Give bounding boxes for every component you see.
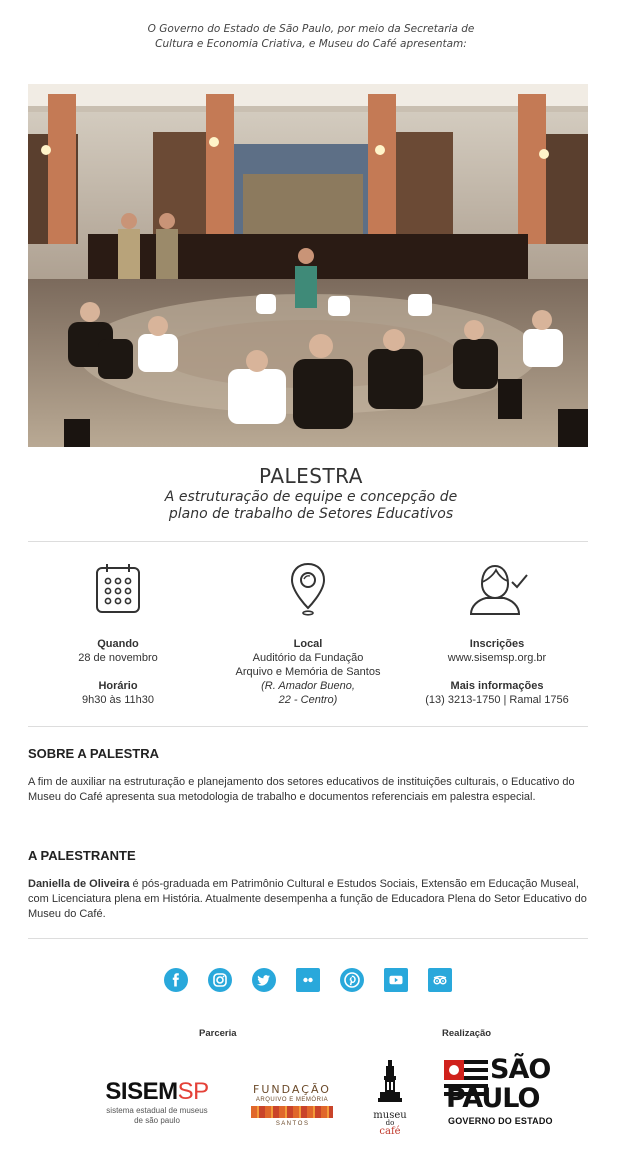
museu-tower-icon: [377, 1060, 403, 1106]
place-line-4: 22 - Centro): [278, 694, 338, 706]
time-value: 9h30 às 11h30: [82, 694, 154, 706]
tripadvisor-icon[interactable]: [428, 968, 452, 992]
fundacao-line-3: S A N T O S: [275, 1121, 309, 1127]
hero-photo-illustration: [28, 84, 588, 447]
sisem-brand-b: SP: [177, 1078, 209, 1105]
location-pin-icon: [290, 562, 326, 621]
more-info-label: Mais informações: [450, 680, 544, 692]
twitter-icon[interactable]: [252, 968, 276, 992]
realization-label: Realização: [442, 1028, 492, 1039]
fundacao-ornament: [251, 1106, 333, 1118]
place-line-1: Auditório da Fundação: [252, 652, 364, 664]
about-heading: SOBRE A PALESTRA: [28, 746, 159, 761]
divider: [28, 541, 588, 542]
sao-paulo-governo-logo[interactable]: [444, 1054, 562, 1130]
museu-line-1: museu: [373, 1110, 407, 1121]
more-info-value: (13) 3213-1750 | Ramal 1756: [425, 694, 569, 706]
divider: [28, 726, 588, 727]
sisem-tag-1: sistema estadual de museus: [106, 1106, 208, 1115]
speaker-name: Daniella de Oliveira: [28, 878, 130, 890]
sisem-tag-2: de são paulo: [134, 1116, 180, 1125]
when-label: Quando: [97, 638, 139, 650]
youtube-icon[interactable]: [384, 968, 408, 992]
divider: [28, 938, 588, 939]
hero-photo: [28, 84, 588, 447]
intro-line-1: O Governo do Estado de São Paulo, por meio da Secretaria de: [147, 23, 475, 35]
event-subtitle-line-1: A estruturação de equipe e concepção de: [164, 489, 458, 505]
partner-label: Parceria: [199, 1028, 237, 1039]
event-subtitle: [0, 489, 622, 523]
signup-link[interactable]: www.sisemsp.org.br: [447, 652, 547, 664]
sp-line-3: GOVERNO DO ESTADO: [448, 1116, 553, 1126]
info-place: [215, 637, 401, 707]
instagram-icon[interactable]: [208, 968, 232, 992]
speaker-text: [28, 877, 588, 922]
intro-line-2: Cultura e Economia Criativa, e Museu do Café apresentam:: [155, 38, 467, 50]
speaker-heading: A PALESTRANTE: [28, 848, 136, 863]
sisem-sp-logo[interactable]: [99, 1080, 215, 1126]
info-signup: [404, 637, 590, 707]
user-check-icon: [468, 562, 530, 621]
about-text: A fim de auxiliar na estruturação e planejamento dos setores educativos de instituições culturais, o Educativo do Museu do Café apresenta sua metodologia de trabalho e documentos referenciais em palestra especial.: [28, 776, 575, 803]
place-line-2: Arquivo e Memória de Santos: [235, 666, 381, 678]
event-subtitle-line-2: plano de trabalho de Setores Educativos: [168, 506, 454, 522]
speaker-bio: é pós-graduada em Patrimônio Cultural e Estudos Sociais, Extensão em Educação Museal, com Licenciatura plena em História. Atualmente desempenha a função de Educadora Plena do Setor Educativo do Museu do Café.: [28, 878, 587, 920]
signup-label: Inscrições: [469, 638, 525, 650]
intro-text: [0, 22, 622, 52]
info-when: [25, 637, 211, 707]
event-title: PALESTRA: [259, 464, 363, 488]
fundacao-arquivo-memoria-logo[interactable]: [247, 1084, 337, 1128]
pinterest-icon[interactable]: [340, 968, 364, 992]
flickr-icon[interactable]: [296, 968, 320, 992]
sp-line-1: SÃO: [490, 1054, 551, 1085]
time-label: Horário: [98, 680, 138, 692]
calendar-icon: [95, 562, 141, 619]
sp-line-2: PAULO: [446, 1083, 540, 1114]
facebook-icon[interactable]: [164, 968, 188, 992]
place-label: Local: [293, 638, 323, 650]
when-value: 28 de novembro: [78, 652, 158, 664]
museu-line-2: do: [385, 1119, 395, 1127]
museu-do-cafe-logo[interactable]: [368, 1060, 412, 1136]
fundacao-line-1: FUNDAÇÃO: [253, 1083, 331, 1096]
place-line-3: (R. Amador Bueno,: [261, 680, 355, 692]
fundacao-line-2: ARQUIVO E MEMÓRIA: [255, 1097, 329, 1103]
museu-line-3: café: [379, 1126, 401, 1137]
sisem-brand-a: SISEM: [105, 1078, 178, 1105]
